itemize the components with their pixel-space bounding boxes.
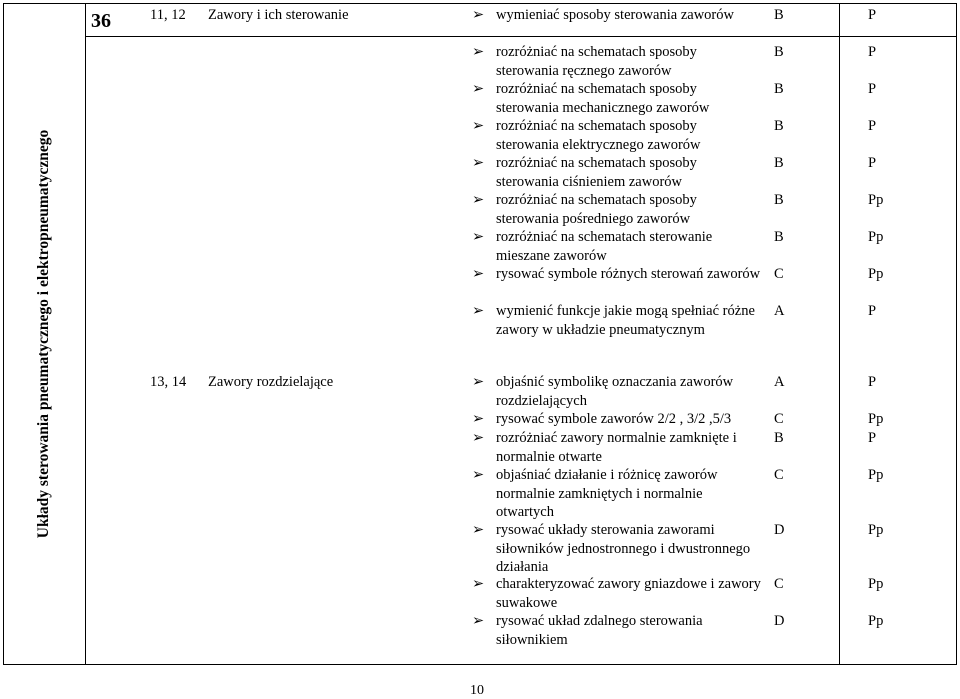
arrow-bullet-icon: ➢ [472, 467, 485, 483]
goal-level: C [774, 467, 784, 483]
goal-requirement: Pp [868, 522, 884, 538]
goal-requirement: Pp [868, 229, 884, 245]
goal-requirement: P [868, 374, 877, 390]
arrow-bullet-icon: ➢ [472, 430, 485, 446]
arrow-bullet-icon: ➢ [472, 374, 485, 390]
goal-level: B [774, 155, 784, 171]
arrow-bullet-icon: ➢ [472, 266, 485, 282]
goal-level: C [774, 576, 784, 592]
goal-level: B [774, 7, 784, 23]
arrow-bullet-icon: ➢ [472, 411, 485, 427]
goal-item: ➢ charakteryzować zawory gniazdowe i zawory suwakowe [472, 576, 761, 611]
row-divider [85, 36, 956, 37]
arrow-bullet-icon: ➢ [472, 118, 485, 134]
goal-requirement: Pp [868, 411, 884, 427]
goal-requirement: Pp [868, 266, 884, 282]
goal-level: B [774, 192, 784, 208]
arrow-bullet-icon: ➢ [472, 7, 485, 23]
goal-level: C [774, 411, 784, 427]
row-hours: 11, 12 [150, 7, 186, 23]
goal-requirement: P [868, 118, 877, 134]
goal-item: ➢ rozróżniać na schematach sposoby sterowania elektrycznego zaworów [472, 118, 701, 153]
section-title-cell [4, 4, 85, 664]
goal-level: C [774, 266, 784, 282]
goal-requirement: Pp [868, 467, 884, 483]
goal-level: B [774, 118, 784, 134]
goal-level: D [774, 522, 785, 538]
goal-requirement: Pp [868, 613, 884, 629]
goal-item: ➢ rozróżniać na schematach sterowanie mieszane zaworów [472, 229, 713, 264]
goal-requirement: P [868, 430, 877, 446]
goal-item: ➢ rysować symbole zaworów 2/2 , 3/2 ,5/3 [472, 411, 732, 427]
goal-item: ➢ rysować układy sterowania zaworami siłowników jednostronnego i dwustronnego działania [472, 522, 751, 575]
goal-item: ➢ objaśniać działanie i różnicę zaworów normalnie zamkniętych i normalnie otwartych [472, 467, 718, 520]
goal-level: B [774, 81, 784, 97]
row-topic: Zawory i ich sterowanie [208, 7, 349, 23]
row-hours: 13, 14 [150, 374, 187, 390]
goal-level: A [774, 374, 785, 390]
goal-item: ➢ rysować układ zdalnego sterowania siłownikiem [472, 613, 703, 648]
goal-level: B [774, 430, 784, 446]
goal-level: A [774, 303, 785, 319]
arrow-bullet-icon: ➢ [472, 44, 485, 60]
goal-item: ➢ wymienić funkcje jakie mogą spełniać różne zawory w układzie pneumatycznym [472, 303, 755, 338]
arrow-bullet-icon: ➢ [472, 522, 485, 538]
goal-level: B [774, 44, 784, 60]
row-number: 36 [91, 10, 111, 32]
goal-item: ➢ rozróżniać na schematach sposoby sterowania pośredniego zaworów [472, 192, 697, 227]
goal-item: ➢ rozróżniać na schematach sposoby sterowania ciśnieniem zaworów [472, 155, 697, 190]
column-divider [839, 4, 840, 664]
column-divider [85, 4, 86, 664]
goal-requirement: Pp [868, 192, 884, 208]
arrow-bullet-icon: ➢ [472, 81, 485, 97]
row-topic: Zawory rozdzielające [208, 374, 334, 390]
goal-item: ➢ rozróżniać zawory normalnie zamknięte i normalnie otwarte [472, 430, 737, 465]
goal-item: ➢ rozróżniać na schematach sposoby sterowania ręcznego zaworów [472, 44, 697, 79]
arrow-bullet-icon: ➢ [472, 576, 485, 592]
section-title: Układy sterowania pneumatycznego i elektropneumatycznego [35, 129, 52, 539]
goal-requirement: P [868, 81, 877, 97]
goal-level: B [774, 229, 784, 245]
goal-requirement: P [868, 155, 877, 171]
goal-level: D [774, 613, 785, 629]
goal-requirement: P [868, 44, 877, 60]
goal-item: ➢ rysować symbole różnych sterowań zaworów [472, 266, 761, 282]
goal-requirement: P [868, 7, 877, 23]
goal-item: ➢ wymieniać sposoby sterowania zaworów [472, 7, 734, 23]
arrow-bullet-icon: ➢ [472, 613, 485, 629]
page-number: 10 [470, 683, 484, 698]
arrow-bullet-icon: ➢ [472, 155, 485, 171]
goal-requirement: P [868, 303, 877, 319]
goal-item: ➢ rozróżniać na schematach sposoby sterowania mechanicznego zaworów [472, 81, 710, 116]
arrow-bullet-icon: ➢ [472, 192, 485, 208]
arrow-bullet-icon: ➢ [472, 229, 485, 245]
arrow-bullet-icon: ➢ [472, 303, 485, 319]
goal-item: ➢ objaśnić symbolikę oznaczania zaworów rozdzielających [472, 374, 734, 409]
goal-requirement: Pp [868, 576, 884, 592]
